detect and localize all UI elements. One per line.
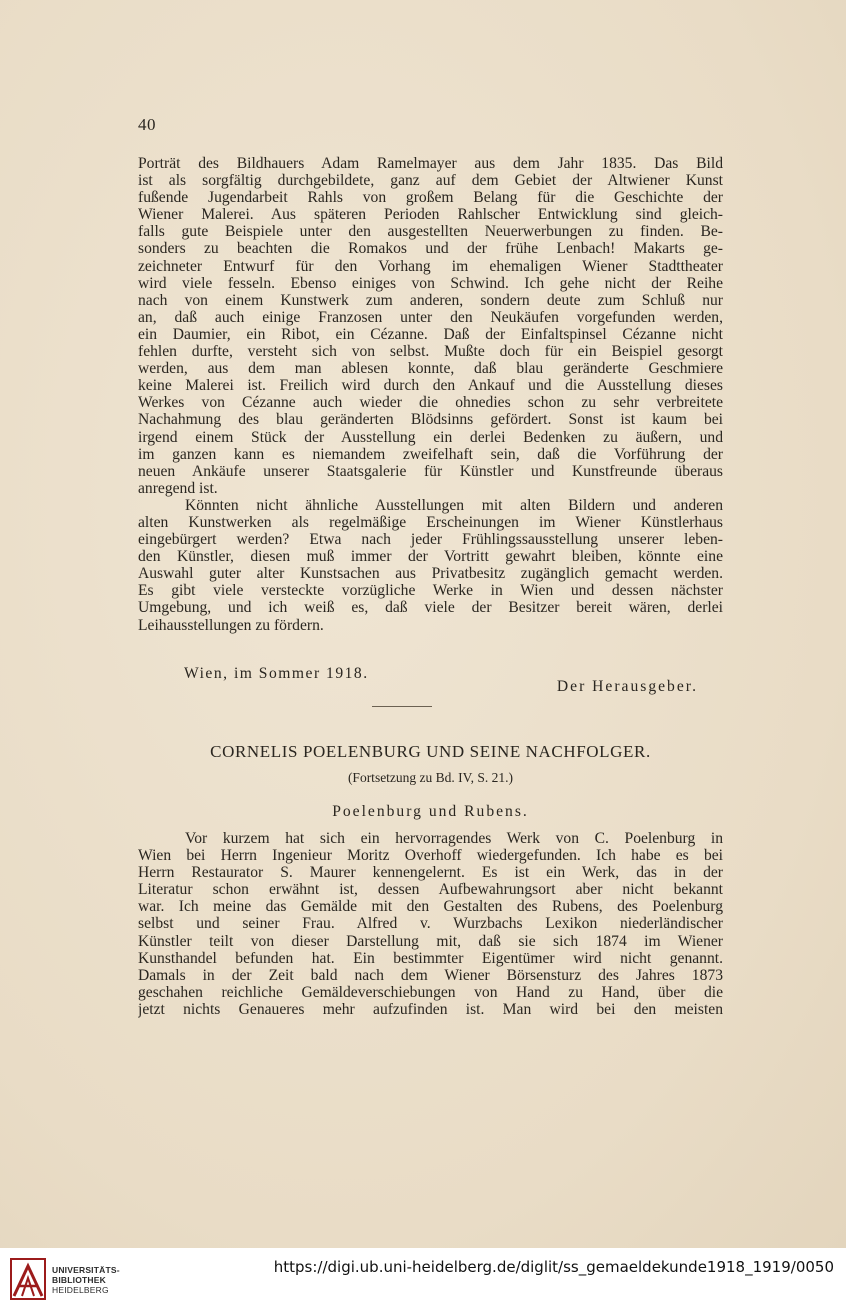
text-line: alten Kunstwerken als regelmäßige Erscheinungen im Wiener Künstlerhaus xyxy=(138,513,723,531)
text-line: Wiener Malerei. Aus späteren Perioden Rahlscher Entwicklung sind gleich- xyxy=(138,206,723,224)
text-line: werden, aus dem man ablesen konnte, daß blau geränderte Geschmiere xyxy=(138,360,723,378)
text-line: fehlen durfte, versteht sich von selbst. Mußte doch für ein Beispiel gesorgt xyxy=(138,343,723,361)
text-line: ein Daumier, ein Ribot, ein Cézanne. Daß der Einfaltspinsel Cézanne nicht xyxy=(138,325,723,343)
signer: Der Herausgeber. xyxy=(556,678,698,695)
page-number: 40 xyxy=(138,115,156,134)
text-line: Leihausstellungen zu fördern. xyxy=(138,616,324,634)
signature-row xyxy=(138,665,698,705)
text-line: Werkes von Cézanne auch wieder die ohnedies schon zu sehr verbreitete xyxy=(138,394,723,412)
university-library-logo-icon xyxy=(10,1258,46,1300)
library-name-line: BIBLIOTHEK xyxy=(52,1275,106,1285)
text-line: Es gibt viele versteckte vorzügliche Werke in Wien und dessen nächster xyxy=(138,582,723,600)
text-line: Könnten nicht ähnliche Ausstellungen mit alten Bildern und anderen xyxy=(185,496,723,514)
text-line: Künstler teilt von dieser Darstellung mit, daß sie sich 1874 im Wiener xyxy=(138,932,723,950)
text-line: Wien bei Herrn Ingenieur Moritz Overhoff wiedergefunden. Ich habe es bei xyxy=(138,847,723,865)
article-text-block xyxy=(138,830,723,1018)
text-line: Damals in der Zeit bald nach dem Wiener Börsensturz des Jahres 1873 xyxy=(138,966,723,984)
text-line: falls gute Beispiele unter den ausgestellten Neuerwerbungen zu finden. Be- xyxy=(138,223,723,241)
text-line: sonders zu beachten die Romakos und der frühe Lenbach! Makarts ge- xyxy=(138,240,723,258)
footer-bar xyxy=(0,1248,846,1310)
text-line: jetzt nichts Genaueres mehr aufzufinden ist. Man wird bei den meisten xyxy=(138,1000,723,1018)
text-line: wird viele fesseln. Ebenso einiges von Schwind. Ich gehe nicht der Reihe xyxy=(138,274,723,292)
text-line: Umgebung, und ich weiß es, daß viele der Besitzer bereit wären, derlei xyxy=(138,599,723,617)
text-line: Kunsthandel befunden hat. Ein bestimmter Eigentümer wird nicht genannt. xyxy=(138,949,723,967)
text-line: Porträt des Bildhauers Adam Ramelmayer aus dem Jahr 1835. Das Bild xyxy=(138,155,723,172)
section-title: CORNELIS POELENBURG UND SEINE NACHFOLGER. xyxy=(210,742,651,761)
text-line: fußende Jugendarbeit Rahls von großem Belang für die Geschichte der xyxy=(138,189,723,207)
text-line: keine Malerei ist. Freilich wird durch den Ankauf und die Ausstellung dieses xyxy=(138,377,723,395)
text-line: den Künstler, diesen muß immer der Vortritt gewahrt bleiben, könnte eine xyxy=(138,548,723,566)
section-note: (Fortsetzung zu Bd. IV, S. 21.) xyxy=(347,770,514,785)
place-date: Wien, im Sommer 1918. xyxy=(184,665,369,682)
text-line: eingebürgert werden? Etwa nach jeder Frühlingssausstellung unserer leben- xyxy=(138,531,723,549)
text-line: an, daß auch einige Franzosen unter den Neukäufen vorgefunden werden, xyxy=(138,308,723,326)
library-name-line: HEIDELBERG xyxy=(52,1285,109,1295)
section-subtitle: Poelenburg und Rubens. xyxy=(332,803,529,820)
library-name xyxy=(52,1265,120,1295)
text-line: Nachahmung des blau geränderten Blödsinns gefördert. Sonst ist kaum bei xyxy=(138,411,723,429)
text-line: anregend ist. xyxy=(138,479,218,497)
text-line: selbst und seiner Frau. Alfred v. Wurzbachs Lexikon niederländischer xyxy=(138,915,723,933)
text-line: irgend einem Stück der Ausstellung ein derlei Bedenken zu äußern, und xyxy=(138,428,723,446)
library-name-line: UNIVERSITÄTS- xyxy=(52,1265,120,1275)
text-line: nach von einem Kunstwerk zum anderen, sondern deute zum Schluß nur xyxy=(138,291,723,309)
text-line: Literatur schon erwähnt ist, dessen Aufbewahrungsort aber nicht bekannt xyxy=(138,881,723,899)
permalink-url[interactable]: https://digi.ub.uni-heidelberg.de/diglit/ss_gemaeldekunde1918_1919/0050 xyxy=(273,1258,834,1276)
text-line: Auswahl guter alter Kunstsachen aus Privatbesitz zugänglich gemacht werden. xyxy=(138,565,723,583)
text-line: im ganzen kann es niemandem zweifelhaft sein, daß die Vorführung der xyxy=(138,445,723,463)
text-line: ist als sorgfältig durchgebildete, ganz auf dem Gebiet der Altwiener Kunst xyxy=(138,172,723,190)
text-line: Vor kurzem hat sich ein hervorragendes Werk von C. Poelenburg in xyxy=(185,830,723,847)
text-line: neuen Ankäufe unserer Staatsgalerie für Künstler und Kunstfreunde überaus xyxy=(138,462,723,480)
section-divider xyxy=(372,706,432,707)
text-line: geschahen reichliche Gemäldeverschiebungen von Hand zu Hand, über die xyxy=(138,983,723,1001)
text-line: war. Ich meine das Gemälde mit den Gestalten des Rubens, des Poelenburg xyxy=(138,898,723,916)
text-line: Herrn Restaurator S. Maurer kennengelernt. Es ist ein Werk, das in der xyxy=(138,864,723,882)
text-line: zeichneter Entwurf für den Vorhang im ehemaligen Wiener Stadttheater xyxy=(138,257,723,275)
main-text-block xyxy=(138,155,723,634)
